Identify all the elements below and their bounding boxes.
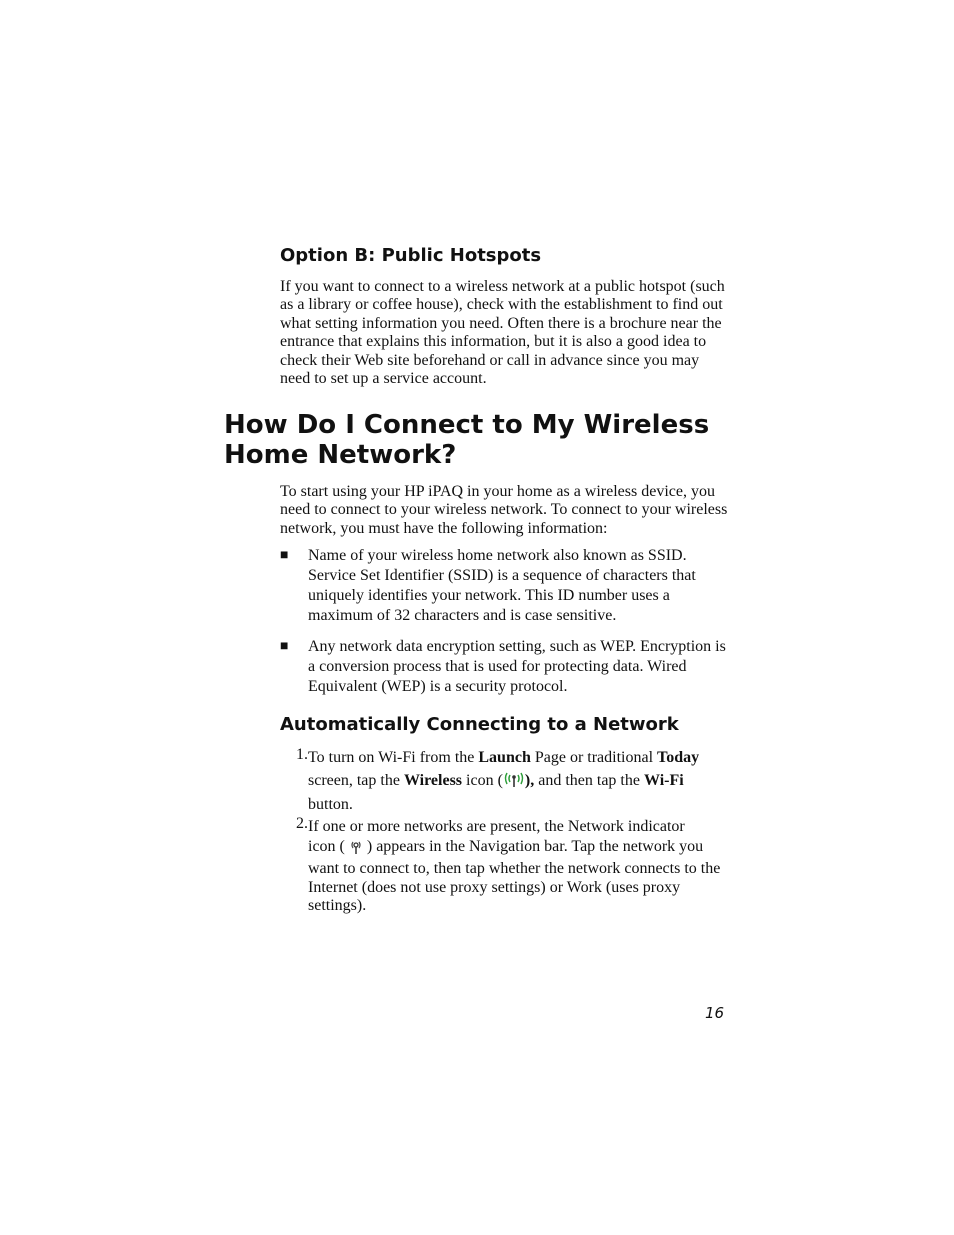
step-1-line-1: To turn on Wi-Fi from the Launch Page or traditional Today (308, 749, 700, 766)
section-heading-option-b: Option B: Public Hotspots (280, 245, 542, 266)
step-number: 2. (296, 815, 308, 832)
hotspot-paragraph: If you want to connect to a wireless network at a public hotspot (such as a library or coffee house), check with the establishment to find out what setting information you need. Often there is a brochure near the entrance that explains this information, but it is also a good idea to check their Web site beforehand or call in advance since you may need to set up a service account. (280, 278, 725, 388)
wireless-label: Wireless (403, 772, 463, 789)
intro-paragraph: To start using your HP iPAQ in your home as a wireless device, you need to connect to your wireless network. To connect to your wireless network, you must have the following information: (280, 483, 728, 537)
section-heading-auto-connect: Automatically Connecting to a Network (280, 714, 679, 735)
step-item-1 (280, 746, 732, 814)
network-indicator-icon (345, 839, 367, 860)
step-2-line-1: If one or more networks are present, the Network indicator (308, 818, 685, 835)
bullet-marker: ■ (280, 548, 289, 563)
wireless-icon (503, 769, 525, 796)
bullet-text: Any network data encryption setting, such as WEP. Encryption is a conversion process that is used for protecting data. Wired Equivalent (WEP) is a security protocol. (308, 638, 726, 695)
bullet-marker: ■ (280, 639, 289, 654)
step-item-2 (280, 815, 732, 916)
bullet-item-ssid (280, 546, 732, 626)
step-2-body: icon ( ) appears in the Navigation bar. Tap the network you want to connect to, then tap whether the network connects to the Internet (does not use proxy settings) or Work (uses proxy settings). (308, 838, 721, 915)
chapter-heading: How Do I Connect to My Wireless Home Network? (224, 410, 710, 470)
page-number: 16 (705, 1004, 725, 1022)
wifi-label: Wi-Fi (643, 772, 684, 789)
step-number: 1. (296, 746, 308, 763)
launch-label: Launch (478, 749, 531, 766)
bullet-text: Name of your wireless home network also known as SSID. Service Set Identifier (SSID) is a sequence of characters that uniquely identifies your network. This ID number uses a maximum of 32 characters and is case sensitive. (308, 547, 696, 624)
step-1-line-3: button. (308, 796, 353, 813)
bullet-item-encryption (280, 637, 732, 697)
step-1-line-2: screen, tap the Wireless icon ( ), and then tap the Wi-Fi (308, 769, 732, 796)
today-label: Today (657, 749, 700, 766)
